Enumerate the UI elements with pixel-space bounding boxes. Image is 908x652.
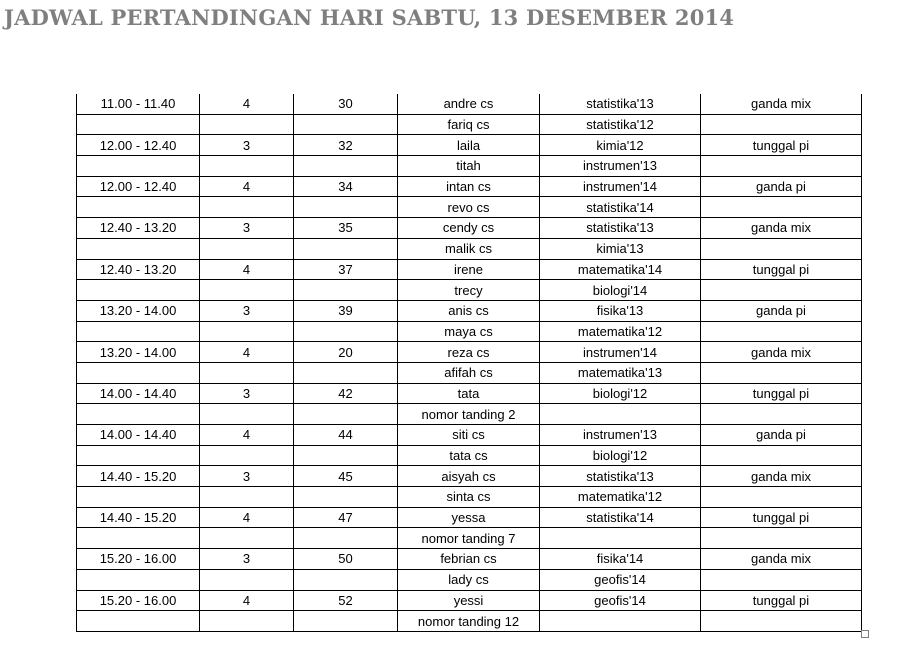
cell-department: statistika'14	[540, 507, 701, 528]
cell-match: 52	[294, 590, 398, 611]
cell-time	[77, 238, 200, 259]
cell-match: 20	[294, 342, 398, 363]
schedule-table-body	[77, 94, 862, 631]
cell-department: geofis'14	[540, 590, 701, 611]
cell-court	[200, 404, 294, 425]
cell-court	[200, 197, 294, 218]
cell-court: 4	[200, 259, 294, 280]
table-row	[77, 176, 862, 197]
cell-match: 42	[294, 383, 398, 404]
cell-match	[294, 197, 398, 218]
table-row	[77, 156, 862, 177]
cell-category	[701, 197, 862, 218]
table-row	[77, 238, 862, 259]
cell-court	[200, 238, 294, 259]
table-row	[77, 404, 862, 425]
cell-player: maya cs	[398, 321, 540, 342]
cell-time: 15.20 - 16.00	[77, 590, 200, 611]
cell-department: instrumen'14	[540, 176, 701, 197]
document-title: JADWAL PERTANDINGAN HARI SABTU, 13 DESEMBER 2014	[4, 5, 735, 30]
table-row	[77, 197, 862, 218]
cell-court: 3	[200, 218, 294, 239]
table-row	[77, 507, 862, 528]
cell-time: 14.00 - 14.40	[77, 383, 200, 404]
cell-match	[294, 156, 398, 177]
cell-category: tunggal pi	[701, 259, 862, 280]
cell-department: geofis'14	[540, 569, 701, 590]
cell-court	[200, 321, 294, 342]
cell-court	[200, 362, 294, 383]
table-row	[77, 569, 862, 590]
cell-match	[294, 362, 398, 383]
cell-player: sinta cs	[398, 487, 540, 508]
cell-category	[701, 611, 862, 632]
cell-time: 12.40 - 13.20	[77, 218, 200, 239]
cell-player: yessi	[398, 590, 540, 611]
cell-match	[294, 404, 398, 425]
cell-category: tunggal pi	[701, 590, 862, 611]
cell-court: 4	[200, 425, 294, 446]
table-row	[77, 528, 862, 549]
table-row	[77, 342, 862, 363]
cell-category	[701, 445, 862, 466]
cell-court: 3	[200, 466, 294, 487]
cell-department: biologi'12	[540, 445, 701, 466]
cell-player: afifah cs	[398, 362, 540, 383]
cell-category: tunggal pi	[701, 135, 862, 156]
cell-court	[200, 528, 294, 549]
cell-department: matematika'12	[540, 487, 701, 508]
cell-player: intan cs	[398, 176, 540, 197]
cell-match	[294, 238, 398, 259]
cell-department: instrumen'13	[540, 156, 701, 177]
cell-category: ganda pi	[701, 176, 862, 197]
cell-category: ganda pi	[701, 300, 862, 321]
cell-department: statistika'13	[540, 218, 701, 239]
cell-player: siti cs	[398, 425, 540, 446]
cell-department: biologi'14	[540, 280, 701, 301]
cell-category	[701, 114, 862, 135]
cell-time	[77, 487, 200, 508]
cell-court	[200, 445, 294, 466]
cell-time	[77, 197, 200, 218]
cell-category	[701, 280, 862, 301]
cell-department	[540, 611, 701, 632]
cell-court: 4	[200, 507, 294, 528]
cell-category	[701, 528, 862, 549]
cell-time: 13.20 - 14.00	[77, 300, 200, 321]
table-row	[77, 218, 862, 239]
cell-department: kimia'12	[540, 135, 701, 156]
cell-player: nomor tanding 7	[398, 528, 540, 549]
cell-category	[701, 487, 862, 508]
cell-category: ganda mix	[701, 466, 862, 487]
cell-time: 12.00 - 12.40	[77, 135, 200, 156]
cell-court: 3	[200, 135, 294, 156]
cell-match	[294, 528, 398, 549]
cell-player: yessa	[398, 507, 540, 528]
cell-match: 39	[294, 300, 398, 321]
cell-match: 50	[294, 549, 398, 570]
cell-time	[77, 156, 200, 177]
cell-match	[294, 487, 398, 508]
cell-match: 47	[294, 507, 398, 528]
cell-department: fisika'14	[540, 549, 701, 570]
cell-category: tunggal pi	[701, 507, 862, 528]
table-row	[77, 114, 862, 135]
table-row	[77, 425, 862, 446]
cell-category	[701, 238, 862, 259]
cell-match: 32	[294, 135, 398, 156]
cell-time: 14.40 - 15.20	[77, 466, 200, 487]
cell-match: 44	[294, 425, 398, 446]
cell-time: 12.00 - 12.40	[77, 176, 200, 197]
cell-court: 4	[200, 342, 294, 363]
cell-department: statistika'12	[540, 114, 701, 135]
cell-player: revo cs	[398, 197, 540, 218]
cell-player: trecy	[398, 280, 540, 301]
cell-category	[701, 321, 862, 342]
cell-category: tunggal pi	[701, 383, 862, 404]
cell-match	[294, 321, 398, 342]
cell-player: febrian cs	[398, 549, 540, 570]
cell-player: irene	[398, 259, 540, 280]
cell-department: matematika'12	[540, 321, 701, 342]
cell-department	[540, 528, 701, 549]
cell-player: laila	[398, 135, 540, 156]
cell-match: 35	[294, 218, 398, 239]
cell-player: nomor tanding 2	[398, 404, 540, 425]
cell-match	[294, 445, 398, 466]
cell-court	[200, 487, 294, 508]
cell-court: 4	[200, 94, 294, 114]
cell-match	[294, 611, 398, 632]
cell-time: 15.20 - 16.00	[77, 549, 200, 570]
cell-match	[294, 114, 398, 135]
cell-time	[77, 445, 200, 466]
cell-category: ganda mix	[701, 218, 862, 239]
cell-player: titah	[398, 156, 540, 177]
table-row	[77, 383, 862, 404]
cell-category	[701, 569, 862, 590]
cell-time	[77, 114, 200, 135]
cell-court	[200, 569, 294, 590]
cell-category: ganda mix	[701, 342, 862, 363]
cell-time: 13.20 - 14.00	[77, 342, 200, 363]
cell-category	[701, 362, 862, 383]
table-row	[77, 321, 862, 342]
cell-player: lady cs	[398, 569, 540, 590]
cell-category: ganda mix	[701, 94, 862, 114]
table-resize-handle[interactable]	[861, 630, 869, 638]
cell-player: andre cs	[398, 94, 540, 114]
cell-department	[540, 404, 701, 425]
cell-time: 14.40 - 15.20	[77, 507, 200, 528]
cell-time	[77, 321, 200, 342]
cell-court	[200, 156, 294, 177]
table-row	[77, 362, 862, 383]
cell-court: 4	[200, 176, 294, 197]
cell-department: statistika'13	[540, 94, 701, 114]
cell-department: matematika'13	[540, 362, 701, 383]
cell-court: 3	[200, 549, 294, 570]
cell-department: kimia'13	[540, 238, 701, 259]
cell-time	[77, 569, 200, 590]
table-row	[77, 487, 862, 508]
cell-player: cendy cs	[398, 218, 540, 239]
cell-player: aisyah cs	[398, 466, 540, 487]
cell-department: instrumen'13	[540, 425, 701, 446]
cell-player: tata	[398, 383, 540, 404]
cell-match	[294, 569, 398, 590]
cell-court	[200, 611, 294, 632]
cell-department: instrumen'14	[540, 342, 701, 363]
table-row	[77, 280, 862, 301]
cell-department: fisika'13	[540, 300, 701, 321]
cell-match	[294, 280, 398, 301]
cell-category: ganda mix	[701, 549, 862, 570]
cell-time: 11.00 - 11.40	[77, 94, 200, 114]
cell-time	[77, 362, 200, 383]
cell-court	[200, 280, 294, 301]
cell-department: statistika'14	[540, 197, 701, 218]
table-row	[77, 590, 862, 611]
table-row	[77, 135, 862, 156]
cell-time	[77, 611, 200, 632]
cell-time	[77, 280, 200, 301]
table-row	[77, 611, 862, 632]
cell-player: nomor tanding 12	[398, 611, 540, 632]
schedule-table	[76, 94, 862, 632]
cell-match: 30	[294, 94, 398, 114]
cell-court: 3	[200, 383, 294, 404]
cell-department: matematika'14	[540, 259, 701, 280]
table-row	[77, 259, 862, 280]
cell-category	[701, 156, 862, 177]
cell-player: reza cs	[398, 342, 540, 363]
cell-category: ganda pi	[701, 425, 862, 446]
cell-match: 45	[294, 466, 398, 487]
cell-player: anis cs	[398, 300, 540, 321]
cell-time	[77, 528, 200, 549]
cell-player: fariq cs	[398, 114, 540, 135]
cell-match: 37	[294, 259, 398, 280]
table-row	[77, 445, 862, 466]
table-row	[77, 466, 862, 487]
cell-court: 4	[200, 590, 294, 611]
cell-time: 14.00 - 14.40	[77, 425, 200, 446]
table-row	[77, 94, 862, 114]
cell-match: 34	[294, 176, 398, 197]
cell-player: malik cs	[398, 238, 540, 259]
cell-court	[200, 114, 294, 135]
cell-time: 12.40 - 13.20	[77, 259, 200, 280]
cell-department: biologi'12	[540, 383, 701, 404]
table-row	[77, 549, 862, 570]
cell-player: tata cs	[398, 445, 540, 466]
cell-category	[701, 404, 862, 425]
cell-court: 3	[200, 300, 294, 321]
cell-department: statistika'13	[540, 466, 701, 487]
table-row	[77, 300, 862, 321]
cell-time	[77, 404, 200, 425]
